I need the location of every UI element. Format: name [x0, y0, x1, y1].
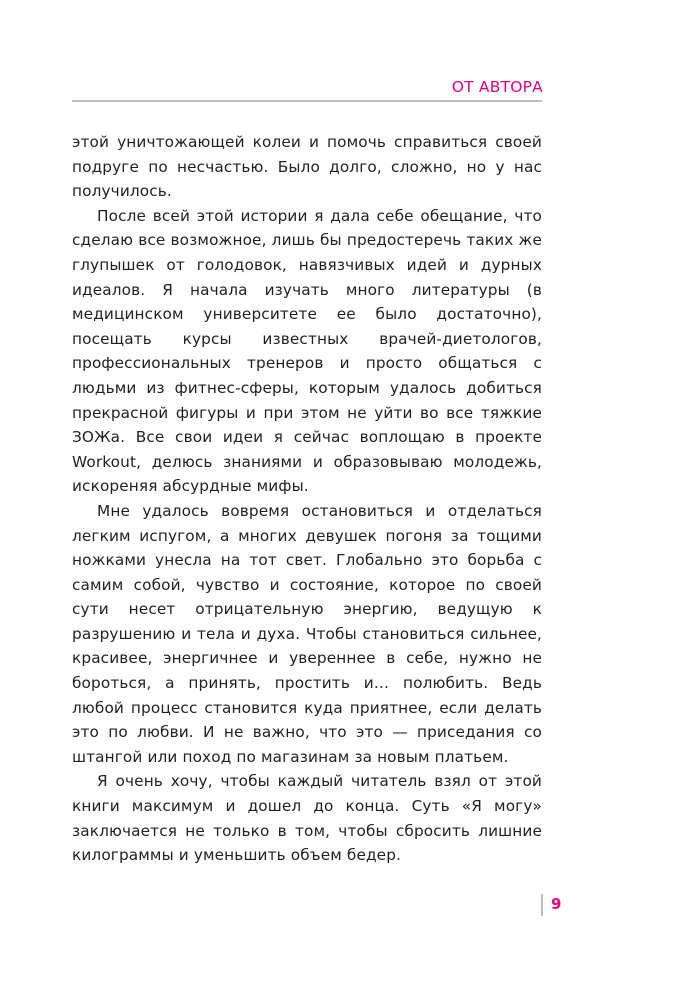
paragraph: После всей этой истории я дала себе обещание, что сделаю все возможное, лишь бы предостеречь таких же глупышек от голодовок, навязчивых идей и дурных идеалов. Я начала изучать много литературы (в медицинском университете ее было достаточно), посещать курсы известных врачей-диетологов, профессиональных тренеров и просто общаться с людьми из фитнес-сферы, которым удалось добиться прекрасной фигуры и при этом не уйти во все тяжкие ЗОЖа. Все свои идеи я сейчас воплощаю в проекте Workout, делюсь знаниями и образовываю молодежь, искореняя абсурдные мифы. — [72, 206, 542, 496]
paragraph: Я очень хочу, чтобы каждый читатель взял от этой книги максимум и дошел до конца. Суть «Я могу» заключается не только в том, чтобы сбросить лишние килограммы и уменьшить объем бедер. — [72, 772, 542, 865]
header-divider — [72, 100, 542, 102]
page-number: 9 — [551, 895, 562, 913]
section-title: ОТ АВТОРА — [451, 78, 543, 96]
footer-divider — [541, 894, 543, 916]
paragraph: Мне удалось вовремя остановиться и отделаться легким испугом, а многих девушек погоня за тощими ножками унесла на тот свет. Глобально это борьба с самим собой, чувство и состояние, которое по своей сути несет отрицательную энергию, ведущую к разрушению и тела и духа. Чтобы становиться сильнее, красивее, энергичнее и увереннее в себе, нужно не бороться, а принять, простить и… полюбить. Ведь любой процесс становится куда приятнее, если делать это по любви. И не важно, что это — приседания со штангой или поход по магазинам за новым платьем. — [72, 501, 542, 766]
page-body — [72, 130, 542, 868]
paragraph-continuation: этой уничтожающей колеи и помочь справиться своей подруге по несчастью. Было долго, сложно, но у нас получилось. — [72, 133, 542, 201]
